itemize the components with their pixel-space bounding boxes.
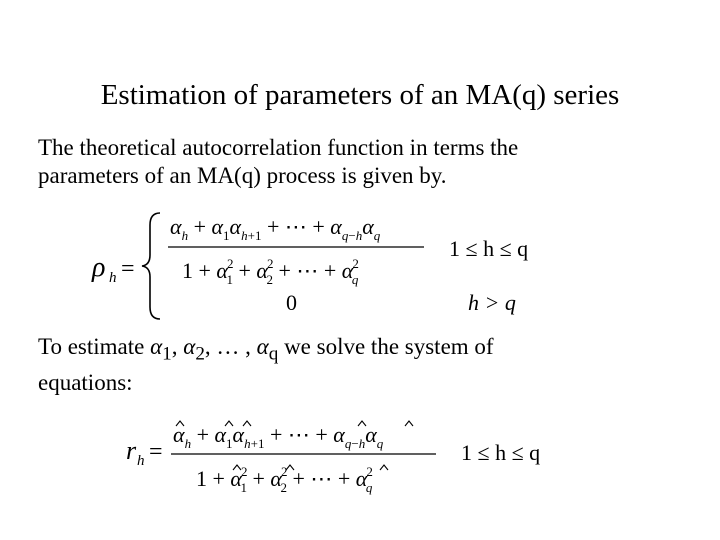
alpha-1-subscript: 1 — [162, 343, 172, 365]
alpha-q-subscript: q — [268, 343, 279, 365]
intro-line-2: parameters of an MA(q) process is given by. — [38, 163, 447, 188]
svg-text:αh + α1αh+1 + ⋯ + αq−hαq: $\alpha_h + \alpha_1\alpha_{h+1}$ + ⋯ + $\alpha_{q-h}\alpha_q$ — [173, 422, 384, 451]
equals-sign-1: = — [121, 256, 135, 282]
alpha-1-symbol: α — [150, 334, 163, 359]
estimate-condition: 1 ≤ h ≤ q — [461, 440, 541, 465]
case2-condition: h > q — [468, 290, 516, 315]
alpha-q-symbol: α — [256, 334, 269, 359]
estimate-suffix: we solve the system of — [278, 334, 494, 359]
equals-sign-2: = — [149, 439, 163, 465]
rho-subscript: h — [109, 270, 117, 286]
alpha-2-subscript: 2 — [195, 343, 205, 365]
case1-condition: 1 ≤ h ≤ q — [449, 236, 529, 261]
r-subscript: h — [137, 453, 145, 469]
r-symbol: r — [126, 436, 137, 465]
alpha-2-symbol: α — [183, 334, 196, 359]
svg-text:αh + α1αh+1 + ⋯ + αq−hαq: $\alpha_h + \alpha_1\alpha_{h+1}$ + ⋯ + $\alpha_{q-h}\alpha_q$ — [170, 214, 381, 243]
separator-ellipsis: , … , — [204, 334, 257, 359]
svg-text:1 + α21 + α22 + ⋯ + α2q: 1 + α2 1 + α2 2 + ⋯ + α2 q — [196, 464, 373, 495]
estimate-prefix: To estimate — [38, 334, 151, 359]
rho-symbol: ρ — [92, 252, 106, 283]
intro-line-1: The theoretical autocorrelation function in terms the — [38, 135, 519, 160]
estimate-denominator — [196, 464, 388, 495]
estimate-line-2: equations: — [38, 369, 133, 395]
case2-value: 0 — [286, 290, 297, 315]
estimate-numerator — [173, 421, 413, 451]
slide-title: Estimation of parameters of an MA(q) series — [100, 79, 620, 111]
svg-text:1 + α21 + α22 + ⋯ + α2q: 1 + α2 1 + α2 2 + ⋯ + α2 q — [182, 256, 359, 287]
separator-comma: , — [171, 334, 184, 359]
